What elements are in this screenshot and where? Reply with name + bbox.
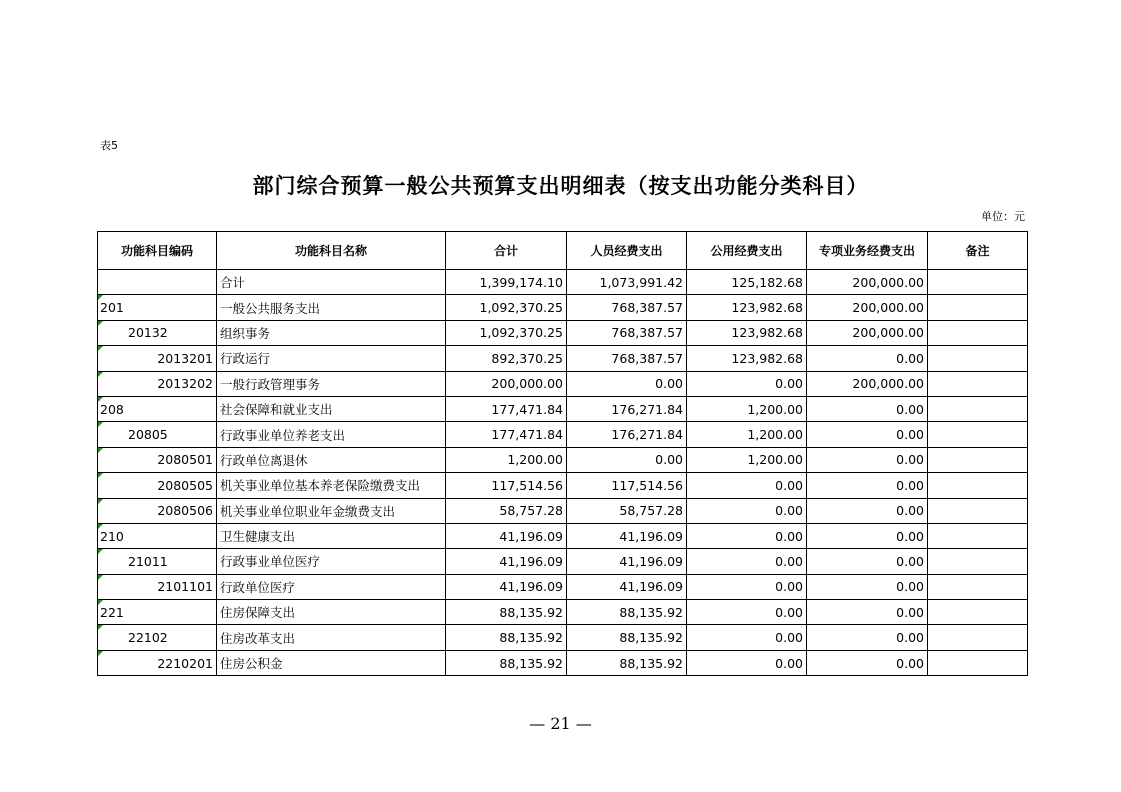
cell-special: 0.00 <box>807 574 928 599</box>
cell-personnel: 88,135.92 <box>567 600 687 625</box>
cell-personnel: 41,196.09 <box>567 549 687 574</box>
cell-code: 2210201 <box>98 650 217 675</box>
cell-special: 0.00 <box>807 523 928 548</box>
cell-public: 0.00 <box>687 574 807 599</box>
page-number: — 21 — <box>529 714 592 733</box>
cell-special: 0.00 <box>807 600 928 625</box>
cell-note <box>928 320 1028 345</box>
cell-total: 1,200.00 <box>446 447 567 472</box>
cell-total: 41,196.09 <box>446 523 567 548</box>
header-total: 合计 <box>446 232 567 270</box>
cell-name: 行政事业单位医疗 <box>217 549 446 574</box>
cell-code: 2013201 <box>98 346 217 371</box>
table-row <box>98 396 1028 421</box>
table-row <box>98 473 1028 498</box>
cell-special: 200,000.00 <box>807 371 928 396</box>
cell-total: 41,196.09 <box>446 574 567 599</box>
cell-note <box>928 346 1028 371</box>
cell-note <box>928 650 1028 675</box>
cell-code <box>98 270 217 295</box>
cell-name: 卫生健康支出 <box>217 523 446 548</box>
header-note: 备注 <box>928 232 1028 270</box>
cell-total: 117,514.56 <box>446 473 567 498</box>
cell-public: 1,200.00 <box>687 396 807 421</box>
cell-note <box>928 625 1028 650</box>
cell-public: 123,982.68 <box>687 346 807 371</box>
cell-public: 123,982.68 <box>687 320 807 345</box>
table-label: 表5 <box>100 139 118 152</box>
budget-table <box>97 231 1028 676</box>
cell-code: 2080506 <box>98 498 217 523</box>
table-row <box>98 549 1028 574</box>
cell-code: 208 <box>98 396 217 421</box>
cell-total: 1,399,174.10 <box>446 270 567 295</box>
cell-public: 125,182.68 <box>687 270 807 295</box>
table-body <box>98 270 1028 676</box>
cell-note <box>928 371 1028 396</box>
cell-note <box>928 473 1028 498</box>
cell-special: 0.00 <box>807 650 928 675</box>
table-header <box>98 232 1028 270</box>
cell-personnel: 117,514.56 <box>567 473 687 498</box>
table-row <box>98 422 1028 447</box>
cell-note <box>928 523 1028 548</box>
cell-total: 1,092,370.25 <box>446 320 567 345</box>
cell-personnel: 768,387.57 <box>567 320 687 345</box>
cell-note <box>928 270 1028 295</box>
cell-note <box>928 498 1028 523</box>
cell-code: 201 <box>98 295 217 320</box>
cell-total: 88,135.92 <box>446 600 567 625</box>
table-row <box>98 625 1028 650</box>
cell-public: 0.00 <box>687 473 807 498</box>
header-personnel: 人员经费支出 <box>567 232 687 270</box>
cell-special: 0.00 <box>807 498 928 523</box>
cell-code: 2080505 <box>98 473 217 498</box>
cell-public: 0.00 <box>687 523 807 548</box>
header-public: 公用经费支出 <box>687 232 807 270</box>
cell-name: 行政单位医疗 <box>217 574 446 599</box>
cell-code: 21011 <box>98 549 217 574</box>
cell-personnel: 768,387.57 <box>567 295 687 320</box>
cell-personnel: 768,387.57 <box>567 346 687 371</box>
cell-personnel: 88,135.92 <box>567 650 687 675</box>
cell-personnel: 176,271.84 <box>567 422 687 447</box>
cell-public: 123,982.68 <box>687 295 807 320</box>
cell-total: 88,135.92 <box>446 625 567 650</box>
cell-special: 0.00 <box>807 447 928 472</box>
table-row <box>98 320 1028 345</box>
cell-personnel: 88,135.92 <box>567 625 687 650</box>
table-row <box>98 295 1028 320</box>
cell-name: 行政单位离退休 <box>217 447 446 472</box>
cell-public: 1,200.00 <box>687 422 807 447</box>
cell-public: 0.00 <box>687 650 807 675</box>
cell-code: 210 <box>98 523 217 548</box>
unit-label: 单位：元 <box>981 210 1025 223</box>
cell-code: 2101101 <box>98 574 217 599</box>
cell-personnel: 58,757.28 <box>567 498 687 523</box>
cell-special: 0.00 <box>807 473 928 498</box>
cell-code: 22102 <box>98 625 217 650</box>
table-row <box>98 650 1028 675</box>
cell-note <box>928 295 1028 320</box>
cell-name: 行政运行 <box>217 346 446 371</box>
cell-public: 0.00 <box>687 498 807 523</box>
cell-name: 行政事业单位养老支出 <box>217 422 446 447</box>
cell-special: 0.00 <box>807 396 928 421</box>
cell-note <box>928 600 1028 625</box>
cell-total: 200,000.00 <box>446 371 567 396</box>
cell-total: 177,471.84 <box>446 396 567 421</box>
table-row <box>98 523 1028 548</box>
cell-note <box>928 447 1028 472</box>
cell-personnel: 41,196.09 <box>567 523 687 548</box>
cell-personnel: 0.00 <box>567 371 687 396</box>
table-row <box>98 498 1028 523</box>
cell-note <box>928 422 1028 447</box>
cell-name: 社会保障和就业支出 <box>217 396 446 421</box>
cell-personnel: 176,271.84 <box>567 396 687 421</box>
table-row <box>98 600 1028 625</box>
cell-name: 住房公积金 <box>217 650 446 675</box>
cell-special: 0.00 <box>807 625 928 650</box>
cell-total: 88,135.92 <box>446 650 567 675</box>
cell-note <box>928 574 1028 599</box>
cell-personnel: 0.00 <box>567 447 687 472</box>
cell-name: 组织事务 <box>217 320 446 345</box>
cell-total: 892,370.25 <box>446 346 567 371</box>
cell-code: 2080501 <box>98 447 217 472</box>
cell-special: 0.00 <box>807 422 928 447</box>
cell-code: 20805 <box>98 422 217 447</box>
table-row <box>98 346 1028 371</box>
header-row <box>98 232 1028 270</box>
table-row <box>98 447 1028 472</box>
cell-name: 机关事业单位基本养老保险缴费支出 <box>217 473 446 498</box>
cell-special: 0.00 <box>807 549 928 574</box>
cell-name: 住房保障支出 <box>217 600 446 625</box>
cell-code: 221 <box>98 600 217 625</box>
cell-personnel: 1,073,991.42 <box>567 270 687 295</box>
cell-special: 200,000.00 <box>807 295 928 320</box>
cell-public: 0.00 <box>687 549 807 574</box>
cell-total: 58,757.28 <box>446 498 567 523</box>
header-special: 专项业务经费支出 <box>807 232 928 270</box>
table-row <box>98 270 1028 295</box>
cell-public: 0.00 <box>687 625 807 650</box>
table-row <box>98 371 1028 396</box>
cell-note <box>928 396 1028 421</box>
cell-total: 177,471.84 <box>446 422 567 447</box>
table-row <box>98 574 1028 599</box>
header-name: 功能科目名称 <box>217 232 446 270</box>
cell-note <box>928 549 1028 574</box>
cell-personnel: 41,196.09 <box>567 574 687 599</box>
cell-special: 200,000.00 <box>807 270 928 295</box>
cell-special: 200,000.00 <box>807 320 928 345</box>
cell-total: 41,196.09 <box>446 549 567 574</box>
cell-special: 0.00 <box>807 346 928 371</box>
cell-name: 住房改革支出 <box>217 625 446 650</box>
cell-total: 1,092,370.25 <box>446 295 567 320</box>
cell-public: 1,200.00 <box>687 447 807 472</box>
cell-name: 一般公共服务支出 <box>217 295 446 320</box>
cell-public: 0.00 <box>687 371 807 396</box>
cell-name: 一般行政管理事务 <box>217 371 446 396</box>
cell-code: 20132 <box>98 320 217 345</box>
header-code: 功能科目编码 <box>98 232 217 270</box>
cell-public: 0.00 <box>687 600 807 625</box>
cell-name: 合计 <box>217 270 446 295</box>
cell-code: 2013202 <box>98 371 217 396</box>
page-title: 部门综合预算一般公共预算支出明细表（按支出功能分类科目） <box>252 173 869 198</box>
cell-name: 机关事业单位职业年金缴费支出 <box>217 498 446 523</box>
